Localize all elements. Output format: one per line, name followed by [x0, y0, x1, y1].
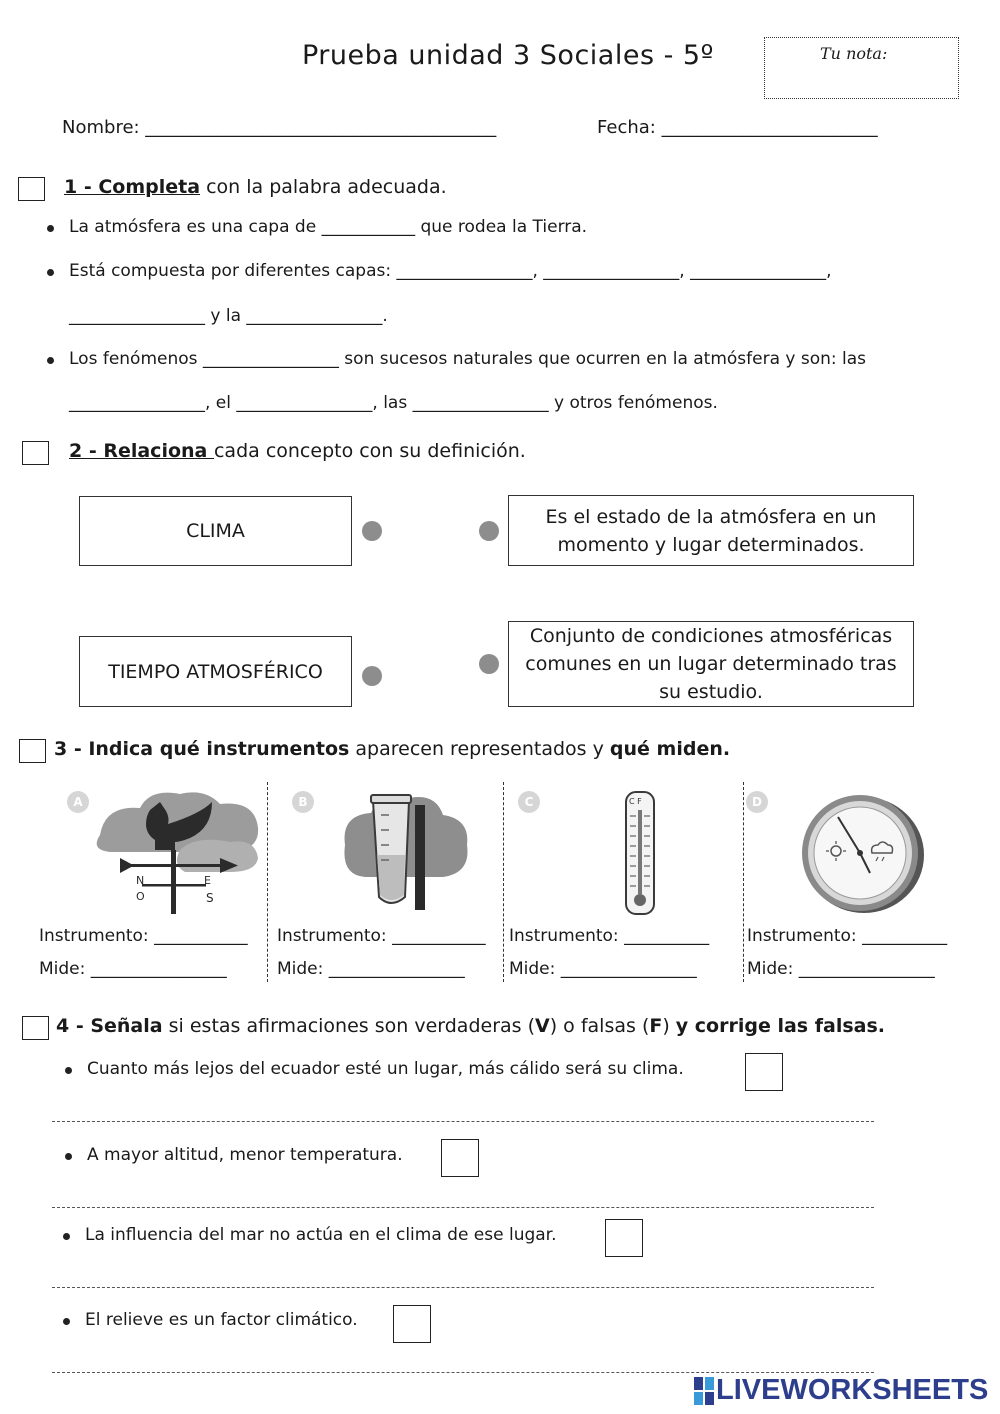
statement-4: El relieve es un factor climático.	[85, 1310, 358, 1330]
bullet	[47, 269, 54, 276]
section1-line-3[interactable]: ________________ y la ________________.	[69, 306, 388, 326]
section4-text-1: si estas afirmaciones son verdaderas (	[162, 1015, 536, 1037]
item-letter-d: D	[746, 791, 768, 813]
liveworksheets-logo[interactable]	[694, 1374, 988, 1407]
correction-line-1[interactable]	[52, 1121, 874, 1122]
measures-field-d[interactable]: Mide: ________________	[747, 959, 935, 979]
section1-line-1[interactable]: La atmósfera es una capa de ___________ que rodea la Tierra.	[69, 217, 588, 237]
bullet	[47, 225, 54, 232]
section1-line-4[interactable]: Los fenómenos ________________ son sucesos naturales que ocurren en la atmósfera y son: las	[69, 349, 867, 369]
weather-vane-icon	[80, 780, 265, 920]
correction-line-2[interactable]	[52, 1207, 874, 1208]
match-dot-concept-1[interactable]	[362, 521, 382, 541]
section3-checkbox[interactable]	[19, 739, 46, 763]
correction-line-3[interactable]	[52, 1287, 874, 1288]
section4-checkbox[interactable]	[22, 1016, 49, 1040]
item-letter-c: C	[518, 791, 540, 813]
vane-letter-s: S	[206, 891, 214, 905]
vane-letter-e: E	[204, 874, 211, 887]
statement-1: Cuanto más lejos del ecuador esté un lugar, más cálido será su clima.	[87, 1059, 684, 1079]
answer-box-2[interactable]	[441, 1139, 479, 1177]
section1-number: 1 - Completa	[64, 176, 201, 198]
section3-number: 3 - Indica qué instrumentos	[54, 738, 350, 760]
statement-3: La influencia del mar no actúa en el clima de ese lugar.	[85, 1225, 557, 1245]
section2-instruction: cada concepto con su definición.	[213, 440, 526, 462]
answer-box-3[interactable]	[605, 1219, 643, 1257]
bullet	[47, 357, 54, 364]
section3-instruction: aparecen representados y	[349, 738, 610, 760]
match-dot-definition-1[interactable]	[479, 521, 499, 541]
section3-bold-end: qué miden.	[609, 738, 731, 760]
section1-instruction: con la palabra adecuada.	[200, 176, 447, 198]
vane-letter-n: N	[136, 874, 145, 887]
section4-v: V	[535, 1015, 550, 1037]
correction-line-4[interactable]	[52, 1372, 874, 1373]
thermometer-scale-label: C F	[629, 797, 642, 806]
section4-number: 4 - Señala	[56, 1015, 163, 1037]
logo-badge	[694, 1377, 714, 1405]
bullet	[63, 1318, 70, 1325]
statement-2: A mayor altitud, menor temperatura.	[87, 1145, 403, 1165]
thermometer-icon	[620, 790, 660, 918]
measures-field-b[interactable]: Mide: ________________	[277, 959, 465, 979]
section1-line-5[interactable]: ________________, el ________________, las ________________ y otros fenómenos.	[69, 393, 718, 413]
instrument-field-c[interactable]: Instrumento: __________	[509, 926, 710, 946]
item-letter-a: A	[67, 791, 89, 813]
section1-heading	[64, 176, 447, 198]
match-dot-concept-2[interactable]	[362, 666, 382, 686]
section4-heading	[56, 1015, 885, 1037]
section4-text-2: ) o falsas (	[549, 1015, 650, 1037]
logo-badge-icon	[694, 1377, 714, 1405]
instrument-field-b[interactable]: Instrumento: ___________	[277, 926, 486, 946]
section4-text-3: )	[662, 1015, 676, 1037]
section2-checkbox[interactable]	[22, 441, 49, 465]
section1-line-2[interactable]: Está compuesta por diferentes capas: ________________, ________________, ________________,	[69, 261, 832, 281]
bullet	[65, 1153, 72, 1160]
logo-text: LIVEWORKSHEETS	[716, 1374, 989, 1406]
measures-field-c[interactable]: Mide: ________________	[509, 959, 697, 979]
definition-2: Conjunto de condiciones atmosféricas comunes en un lugar determinado tras su estudio.	[508, 621, 914, 707]
definition-1: Es el estado de la atmósfera en un momento y lugar determinados.	[508, 495, 914, 566]
concept-tiempo-atmosferico: TIEMPO ATMOSFÉRICO	[79, 636, 352, 707]
match-dot-definition-2[interactable]	[479, 654, 499, 674]
bullet	[63, 1233, 70, 1240]
answer-box-1[interactable]	[745, 1053, 783, 1091]
grade-label: Tu nota:	[820, 44, 888, 63]
item-letter-b: B	[292, 791, 314, 813]
page-title: Prueba unidad 3 Sociales - 5º	[302, 40, 714, 71]
measures-field-a[interactable]: Mide: ________________	[39, 959, 227, 979]
instrument-field-d[interactable]: Instrumento: __________	[747, 926, 948, 946]
section2-heading	[69, 440, 526, 462]
answer-box-4[interactable]	[393, 1305, 431, 1343]
column-divider	[743, 782, 744, 982]
grade-box[interactable]	[764, 37, 959, 99]
section1-checkbox[interactable]	[18, 177, 45, 201]
section3-heading	[54, 738, 730, 760]
barometer-icon	[798, 793, 926, 915]
instrument-field-a[interactable]: Instrumento: ___________	[39, 926, 248, 946]
section4-f: F	[649, 1015, 663, 1037]
date-field[interactable]: Fecha: ________________________	[597, 117, 878, 138]
column-divider	[503, 782, 504, 982]
vane-letter-o: O	[136, 890, 145, 903]
section2-number: 2 - Relaciona	[69, 440, 214, 462]
name-field[interactable]: Nombre: _______________________________________	[62, 117, 497, 138]
column-divider	[267, 782, 268, 982]
rain-gauge-icon	[335, 785, 475, 915]
section4-bold-end: y corrige las falsas.	[675, 1015, 885, 1037]
concept-clima: CLIMA	[79, 496, 352, 566]
bullet	[65, 1067, 72, 1074]
